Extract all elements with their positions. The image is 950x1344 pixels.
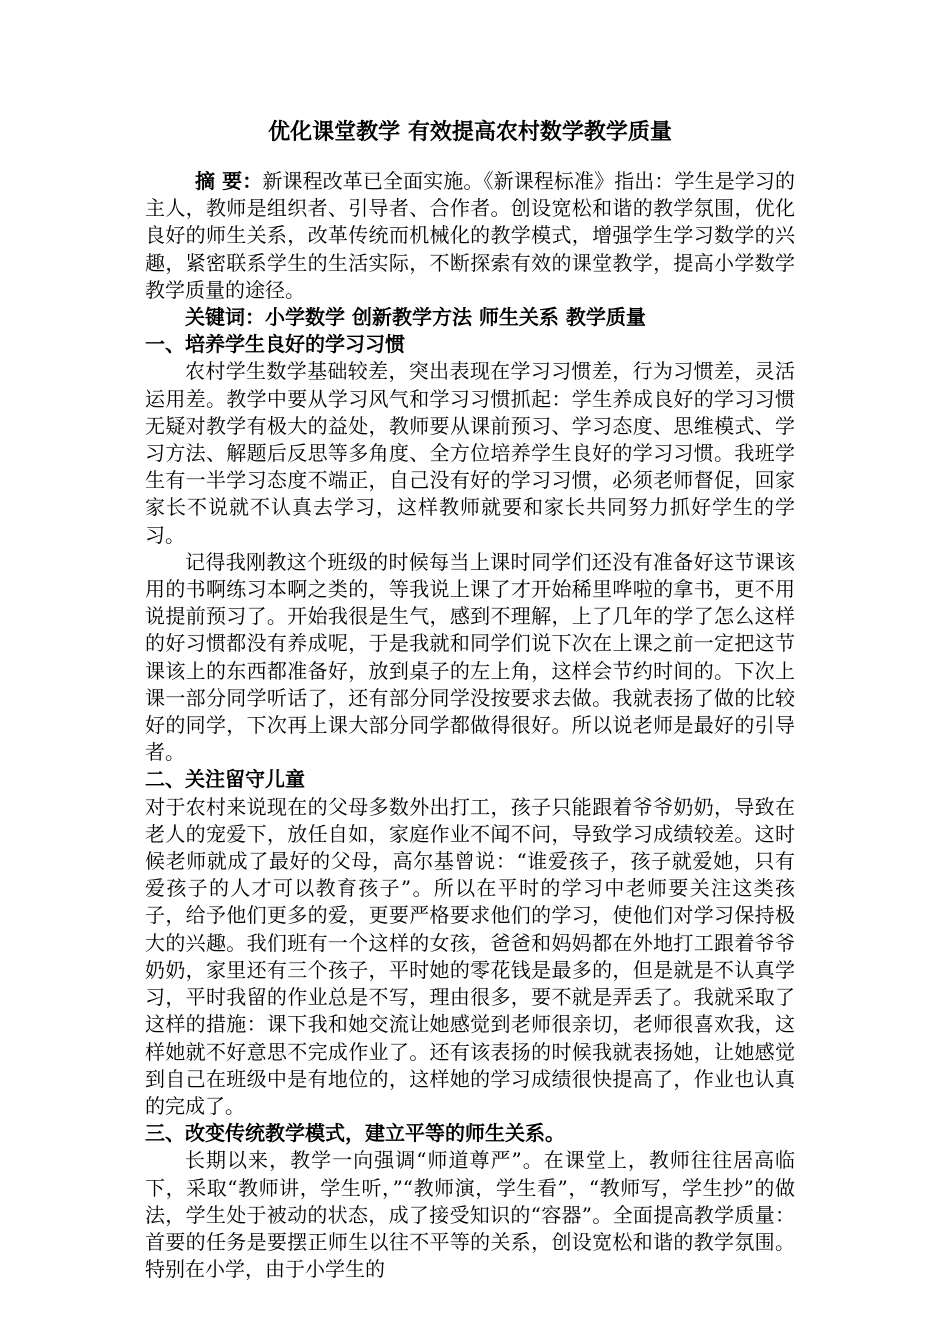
section1-paragraph-1: 农村学生数学基础较差，突出表现在学习习惯差，行为习惯差，灵活运用差。教学中要从学习风气和学习习惯抓起：学生养成良好的学习习惯无疑对教学有极大的益处，教师要从课前预习、学习态度、思维模式、学习方法、解题后反思等多角度、全方位培养学生良好的学习习惯。我班学生有一半学习态度不端正，自己没有好的学习习惯，必须老师督促，回家家长不说就不认真去学习，这样教师就要和家长共同努力抓好学生的学习。 [145,359,795,547]
section-heading-1: 一、培养学生良好的学习习惯 [145,332,405,357]
abstract-text: 新课程改革已全面实施。《新课程标准》指出：学生是学习的主人，教师是组织者、引导者、合作者。创设宽松和谐的教学氛围，优化良好的师生关系，改革传统而机械化的教学模式，增强学生学习数学的兴趣，紧密联系学生的生活实际，不断探索有效的课堂教学，提高小学数学教学质量的途径。 [145,169,796,302]
section-heading-3: 三、改变传统教学模式，建立平等的师生关系。 [145,1121,565,1146]
abstract-paragraph [145,168,795,304]
abstract-label: 摘 要： [195,169,263,193]
document-page [145,118,795,1283]
document-title: 优化课堂教学 有效提高农村数学教学质量 [268,120,672,145]
section3-paragraph-1: 长期以来，教学一向强调“师道尊严”。在课堂上，教师往往居高临下，采取“教师讲，学生听，”“教师演，学生看”，“教师写，学生抄”的做法，学生处于被动的状态，成了接受知识的“容器”。全面提高教学质量：首要的任务是要摆正师生以往不平等的关系，创设宽松和谐的教学氛围。特别在小学，由于小学生的 [145,1148,795,1282]
section2-paragraph-1: 对于农村来说现在的父母多数外出打工，孩子只能跟着爷爷奶奶，导致在老人的宠爱下，放任自如，家庭作业不闻不问，导致学习成绩较差。这时候老师就成了最好的父母，高尔基曾说：“谁爱孩子，孩子就爱她，只有爱孩子的人才可以教育孩子”。所以在平时的学习中老师要关注这类孩子，给予他们更多的爱，更要严格要求他们的学习，使他们对学习保持极大的兴趣。我们班有一个这样的女孩，爸爸和妈妈都在外地打工跟着爷爷奶奶，家里还有三个孩子，平时她的零花钱是最多的，但是就是不认真学习，平时我留的作业总是不写，理由很多，要不就是弄丢了。我就采取了这样的措施：课下我和她交流让她感觉到老师很亲切，老师很喜欢我，这样她就不好意思不完成作业了。还有该表扬的时候我就表扬她，让她感觉到自己在班级中是有地位的，这样她的学习成绩很快提高了，作业也认真的完成了。 [145,794,795,1118]
keywords-line: 关键词：小学数学 创新教学方法 师生关系 教学质量 [185,305,646,330]
section-heading-2: 二、关注留守儿童 [145,767,305,792]
section1-paragraph-2: 记得我刚教这个班级的时候每当上课时同学们还没有准备好这节课该用的书啊练习本啊之类的，等我说上课了才开始稀里哗啦的拿书，更不用说提前预习了。开始我很是生气，感到不理解，上了几年的学了怎么这样的好习惯都没有养成呢，于是我就和同学们说下次在上课之前一定把这节课该上的东西都准备好，放到桌子的左上角，这样会节约时间的。下次上课一部分同学听话了，还有部分同学没按要求去做。我就表扬了做的比较好的同学，下次再上课大部分同学都做得很好。所以说老师是最好的引导者。 [145,549,795,765]
